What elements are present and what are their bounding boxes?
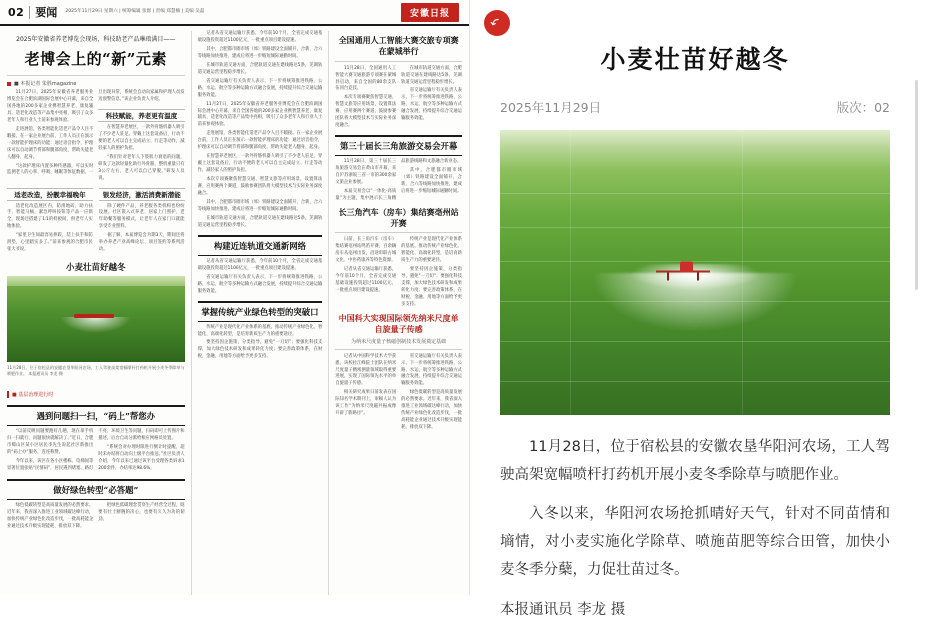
paragraph: 11月28日，全国通用人工智能大赛交通旅游专项赛在蒙城县启动，来自全国的80余支队伍同台竞技。 [335, 65, 397, 92]
col-b-article-title-2[interactable]: 掌握传统产业绿色转型的突破口 [198, 301, 323, 322]
rule [335, 61, 462, 62]
paragraph: “以前反映问题要跑好几趟，现在拿手机扫一扫就行，问题很快就解决了。”近日，合肥市蜀山区某小区居民李先生说起社区新推出的“码上办”服务，连连称赞。 [7, 429, 94, 456]
article-photo [500, 130, 890, 415]
col-c-article-subtitle-4: 为纳米尺度量子核磁创制技术发展奠定基础 [351, 338, 447, 345]
paragraph: 省交通运输厅有关负责人表示，下一步将统筹推进铁路、公路、水运、航空等多种运输方式融合发展，持续提升综合交通运输服务效能。 [197, 274, 323, 294]
article-title: 小麦壮苗好越冬 [600, 45, 790, 74]
photo-spray-mist [60, 317, 131, 333]
article-paragraph: 11月28日，位于宿松县的安徽农垦华阳河农场，工人驾驶高架宽幅喷杆打药机开展小麦冬季除草与喷肥作业。 [500, 439, 890, 484]
col-c-article-title-1[interactable]: 全国通用人工智能大赛交旅专项赛在蒙城举行 [338, 35, 459, 56]
paragraph: “家里卫生间最容易摔跤，装上扶手和防滑垫，心里踏实多了。”前来参观的合肥市民张大爷说。 [7, 233, 93, 253]
col-a-footer-title[interactable]: 做好绿色转型“必答题” [7, 479, 185, 500]
lead-subsections [7, 183, 185, 257]
col-a-footer-body [7, 503, 185, 531]
newspaper-columns [0, 26, 469, 595]
byline-text: ■ 本报记者 朱胜magazine [14, 81, 77, 87]
reader-scrollbar[interactable] [915, 80, 918, 290]
photo-sprayer-cab [680, 261, 693, 272]
lead-byline [7, 80, 185, 87]
photo-furrow [461, 193, 929, 194]
lead-headline: 老博会上的“新”元素 [24, 50, 167, 68]
paragraph: 传统产业是现代化产业体系的基底。推动传统产业绿色化、智能化、高端化转型，是培育新质生产力的重要途径。 [401, 237, 462, 264]
article-reader-pane [470, 0, 920, 619]
col-c-body-3 [335, 237, 462, 309]
article-signature: 本报通讯员 李龙 摄 [500, 602, 626, 619]
paragraph: 其中，合肥都市圈市域（郊）铁路建设全面铺开，合新、合六等线路加快推进，建成后将进一步缩短城际通勤时间。 [197, 199, 323, 212]
photo-furrow [461, 341, 929, 342]
paragraph: 本届交易会以“一体化·高质量”为主题，集中展示长三角精品旅游线路和文旅融合新业态。 [335, 159, 462, 201]
paragraph: “这款护理床内置多种传感器，可以实时监测老人的心率、呼吸、睡眠等体征数据，一旦出现异常，系统会自动向家属和护理人员发送预警信息。”该企业负责人介绍。 [7, 90, 185, 176]
col-c-body-2 [335, 159, 462, 203]
masthead-meta: 2025年11月29日 星期六 | 统筹编辑 张群 | 责编 郑慧楠 | 美编 吴磊 [65, 8, 205, 14]
rule [335, 232, 462, 233]
article-content [470, 0, 920, 619]
paragraph: 要坚持因企施策，分类指导，避免“一刀切”；要强化科技支撑，加大绿色技术研发和成果转化力度；要完善政策体系，在财税、金融、用地等方面给予更多支持。 [401, 267, 462, 308]
paragraph: 要坚持因企施策，分类指导，避免“一刀切”；要强化科技支撑，加大绿色技术研发和成果转化力度；要完善政策体系，在财税、金融、用地等方面给予更多支持。 [197, 340, 323, 360]
photo-sprayer-rig [74, 314, 113, 318]
rule [335, 349, 462, 350]
photo-field-seam [570, 130, 571, 415]
paragraph: “我们针对老年人下肢肌力衰退的问题，研发了这款轻量化助行外骨骼，整机重量只有3公斤左右，老人可以自己穿脱。”研发人员说。 [98, 154, 185, 181]
paragraph: 记者从中国科学技术大学获悉，该校杜江峰院士团队在纳米尺度量子精密测量领域取得重要进展，实现了国际领先水平的单自旋量子传感。 [335, 353, 397, 387]
paragraph: 在城市轨道交通方面，合肥轨道交通在建线路达5条，芜湖轨道交通运营里程稳步增长。 [401, 65, 462, 85]
thumbnail-article-photo [7, 276, 185, 362]
paragraph: 省交通运输厅有关负责人表示，下一步将统筹推进铁路、公路、水运、航空等多种运输方式融合发展，持续提升综合交通运输服务效能。 [401, 353, 462, 387]
article-edition: 版次：02 [836, 100, 890, 115]
photo-sprayer-leg [697, 272, 699, 280]
paragraph: 把绿色低碳理念贯穿生产经营全过程，既要有壮士断腕的决心，也要有久久为功的韧劲。 [98, 502, 185, 522]
paragraph: 11月27日，2025年安徽省养老服务业博览会在合肥滨湖国际会展中心开幕，来自全国各地的200多家企业携智慧养老、康复辅具、适老化改造等产品集中亮相，吸引了众多老年人和行业人士前来参观体验。 [197, 101, 323, 128]
col-c-article-title-4[interactable]: 中国科大实现国际领先纳米尺度单自旋量子传感 [338, 313, 459, 334]
article-meta [500, 98, 890, 116]
article-body [500, 433, 890, 619]
newspaper-column-c [329, 31, 462, 595]
section-name: 要闻 [35, 6, 58, 19]
paragraph: 本次专项赛聚焦智慧交通、智慧文旅等应用场景，设置算法赛、应用赛两个赛道，鼓励参赛团队将大模型技术与实际业务深度融合。 [335, 95, 397, 129]
paragraph: 在智慧养老展区，一款外骨骼机器人吸引了不少老人驻足。穿戴上这套设备后，行动不便的老人可以自主完成站立、行走等动作，减轻家人的照护负担。 [98, 124, 185, 151]
paragraph: 在智慧养老展区，一款外骨骼机器人吸引了不少老人驻足。穿戴上这套设备后，行动不便的老人可以自主完成站立、行走等动作，减轻家人的照护负担。 [197, 154, 323, 174]
thumbnail-article-caption: 11月28日，位于宿松县的安徽农垦华阳河农场，工人驾驶高架宽幅喷杆打药机开展小麦冬季除草与喷肥作业。 本报通讯员 李龙 摄 [7, 365, 185, 377]
page-number: 02 [8, 5, 25, 19]
photo-sprayer-leg [667, 272, 669, 280]
rule [7, 75, 185, 76]
lead-subsection-a [7, 183, 93, 257]
paragraph: 走进展馆，各类智能化适老产品令人目不暇接。在一家企业展台前，工作人员正在演示一款智能护理床的功能：通过语音指令，护理床可以自动调节背部和腿部角度，帮助失能老人翻身、起身。 [197, 131, 323, 151]
column-tag: ■ 基层治理进行时 [7, 391, 53, 398]
col-b-article-title-1[interactable]: 构建近连轨道交通新网络 [198, 235, 323, 256]
photo-horizon [7, 276, 185, 286]
lead-subsection-b [99, 183, 185, 257]
col-c-article-title-2[interactable]: 第三十届长三角旅游交易会开幕 [335, 135, 462, 156]
newspaper-column-a [7, 31, 192, 595]
photo-furrow [461, 261, 929, 262]
newspaper-logo: 安徽日报 [401, 3, 459, 22]
paragraph: 记者从省交通运输厅获悉，今年前10个月，全省完成交通基础设施投资超过1100亿元，一批重点项目建设提速。 [197, 31, 323, 43]
newspaper-masthead [0, 0, 469, 26]
paragraph: 11月27日，2025年安徽省养老服务业博览会在合肥滨湖国际会展中心开幕，来自全国各地的200多家企业携智慧养老、康复辅具、适老化改造等产品集中亮相，吸引了众多老年人和行业人士前来参观体验。 [7, 90, 94, 123]
col-c-body-4 [335, 354, 462, 432]
paragraph: 绿色低碳转型是高质量发展的必然要求。近年来，我省深入推进工业领域碳达峰行动，加快传统产业绿色化改造步伐，一批高耗能企业通过技术升级实现能耗、排放双下降。 [7, 502, 94, 529]
newspaper-page-pane[interactable] [0, 0, 470, 595]
thumbnail-article-title: 小麦壮苗好越冬 [66, 263, 126, 274]
paragraph: 省交通运输厅有关负责人表示，下一步将统筹推进铁路、公路、水运、航空等多种运输方式融合发展，持续提升综合交通运输服务效能。 [197, 78, 323, 98]
lead-subhead-2b: 银发经济，激活消费新潜能 [99, 188, 185, 201]
paragraph: 11月28日，第三十届长三角旅游交易会在黄山市开幕，来自沪苏浙皖三省一市的300余家文旅企业参展。 [335, 159, 397, 186]
newspaper-column-b [192, 31, 330, 595]
paragraph: 省交通运输厅有关负责人表示，下一步将统筹推进铁路、公路、水运、航空等多种运输方式融合发展，持续提升综合交通运输服务效能。 [401, 88, 462, 122]
paragraph: 其中，合肥都市圈市域（郊）铁路建设全面铺开，合新、合六等线路加快推进，建成后将进一步缩短城际通勤时间。 [401, 168, 462, 194]
paragraph: 据了解，本届博览会为期3天，期间还将举办养老产业高峰论坛、项目签约等系列活动。 [98, 233, 185, 253]
photo-horizon [500, 130, 890, 146]
lead-subhead-1: 科技赋能，养老更有温度 [98, 109, 184, 122]
paragraph: 绿色低碳转型是高质量发展的必然要求。近年来，我省深入推进工业领域碳达峰行动，加快传统产业绿色化改造步伐，一批高耗能企业通过技术升级实现能耗、排放双下降。 [401, 390, 462, 431]
paragraph: 除了硬件产品，养老服务类机构也纷纷设展。社区嵌入式养老、居家上门照护、老年助餐等服务模式，让老年人在家门口就能享受专业照料。 [98, 203, 185, 230]
photo-furrow [461, 381, 929, 382]
col-a-article-title[interactable]: 遇到问题扫一扫，“码上”帮您办 [7, 405, 185, 426]
paragraph: 相关研究成果日前发表在国际知名学术期刊上，审稿人认为该工作“为纳米尺度磁共振成像开辟了新路径”。 [335, 390, 397, 417]
paragraph: 日前，长三角汽车（房车）集结赛亳州站鸣笛开赛，百余辆房车从亳州出发，沿途串联古城文化、中医药康养等特色资源。 [335, 237, 397, 264]
masthead-divider [29, 6, 30, 19]
col-c-body-1 [335, 66, 462, 131]
lead-kicker: 2025年安徽省养老博览会现场，科技助老产品琳琅满目—— [16, 36, 176, 43]
photo-furrow [461, 227, 929, 228]
byline-marker-icon [7, 82, 11, 86]
photo-sprayer-rig [656, 267, 710, 278]
paragraph: 在城市轨道交通方面，合肥轨道交通在建线路达5条，芜湖轨道交通运营里程稳步增长。 [197, 215, 323, 228]
col-c-article-title-3[interactable]: 长三角汽车（房车）集结赛亳州站开赛 [338, 206, 459, 228]
lead-body [7, 90, 185, 183]
article-paragraph: 入冬以来，华阳河农场抢抓晴好天气，针对不同苗情和墒情，对小麦实施化学除草、喷施苗肥等综合田管，加快小麦冬季分蘖，力促壮苗过冬。 [500, 505, 890, 579]
paragraph: 其中，合肥都市圈市域（郊）铁路建设全面铺开，合新、合六等线路加快推进，建成后将进一步缩短城际通勤时间。 [197, 46, 323, 59]
paragraph: 记者从省交通运输厅获悉，今年前10个月，全省完成交通基础设施投资超过1100亿元，一批重点项目建设提速。 [335, 267, 397, 294]
paragraph: 传统产业是现代化产业体系的基底。推动传统产业绿色化、智能化、高端化转型，是培育新质生产力的重要途径。 [197, 324, 323, 337]
paragraph: 记者从省交通运输厅获悉，今年前10个月，全省完成交通基础设施投资超过1100亿元，一批重点项目建设提速。 [197, 258, 323, 271]
thumbnail-article[interactable] [7, 261, 185, 377]
col-a-article-body [7, 429, 185, 474]
paragraph: 适老化改造展区内，防滑地砖、助力扶手、智能马桶、紧急呼叫按钮等产品一应俱全，现场还搭建了1∶1的样板间，供老年人实地体验。 [7, 203, 93, 230]
paragraph: 今年以来，该区在各小区楼栋、电梯间等显著位置张贴“民情码”，居民遇到堵塞、路灯不亮、环境卫生等问题，扫码即可上传图片和描述，后台自动分派给相应网格员处置。 [7, 429, 185, 471]
paragraph: 在城市轨道交通方面，合肥轨道交通在建线路达5条，芜湖轨道交通运营里程稳步增长。 [197, 62, 323, 75]
paragraph: “系统会对办理时限进行倒计时提醒，超时未办结将自动向上级平台推送。”社区负责人介绍，今年以来已通过该平台受理各类诉求1200余件，办结率达98.6%。 [98, 445, 185, 471]
article-date: 2025年11月29日 [500, 100, 602, 115]
paragraph: 走进展馆，各类智能化适老产品令人目不暇接。在一家企业展台前，工作人员正在演示一款智能护理床的功能：通过语音指令，护理床可以自动调节背部和腿部角度，帮助失能老人翻身、起身。 [7, 126, 94, 160]
paragraph: 本次专项赛聚焦智慧交通、智慧文旅等应用场景，设置算法赛、应用赛两个赛道，鼓励参赛团队将大模型技术与实际业务深度融合。 [197, 177, 323, 197]
lead-subhead-2a: 适老改造，扮靓幸福晚年 [7, 188, 93, 201]
